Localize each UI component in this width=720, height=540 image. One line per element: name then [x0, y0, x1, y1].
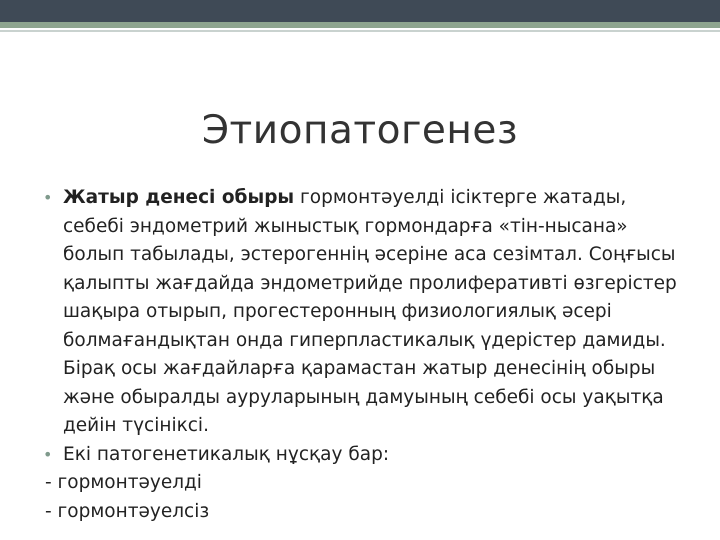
- slide-body: [43, 184, 686, 526]
- dash-item-2: - гормонтәуелсіз: [45, 500, 210, 522]
- bullet-item-1: [43, 184, 686, 441]
- slide-title: Этиопатогенез: [201, 108, 519, 153]
- bullet-dot-icon: •: [43, 188, 53, 207]
- thin-decorative-line: [0, 30, 720, 32]
- bullet-bold-term: Жатыр денесі обыры: [63, 187, 295, 208]
- bullet-item-2: [43, 441, 686, 470]
- accent-decorative-bar: [0, 22, 720, 28]
- top-decorative-bar: [0, 0, 720, 22]
- bullet-dot-icon: •: [43, 444, 53, 464]
- bullet-text: Екі патогенетикалық нұсқау бар:: [63, 443, 390, 465]
- bullet-text: гормонтәуелді ісіктерге жатады, себебі эндометрий жыныстық гормондарға «тін-нысана» болып табылады, эстерогеннің әсеріне аса сезімтал. Соңғысы қалыпты жағдайда эндометрийде пролиферативті өзгерістер шақыра отырып, прогестеронның физиологиялық әсері болмағандықтан онда гиперпластикалық үдерістер дамиды. Бірақ осы жағдайларға қарамастан жатыр денесінің обыры және обыралды ауруларының дамуының себебі осы уақытқа дейін түсініксі.: [63, 187, 677, 436]
- dash-item-1: - гормонтәуелді: [45, 472, 202, 493]
